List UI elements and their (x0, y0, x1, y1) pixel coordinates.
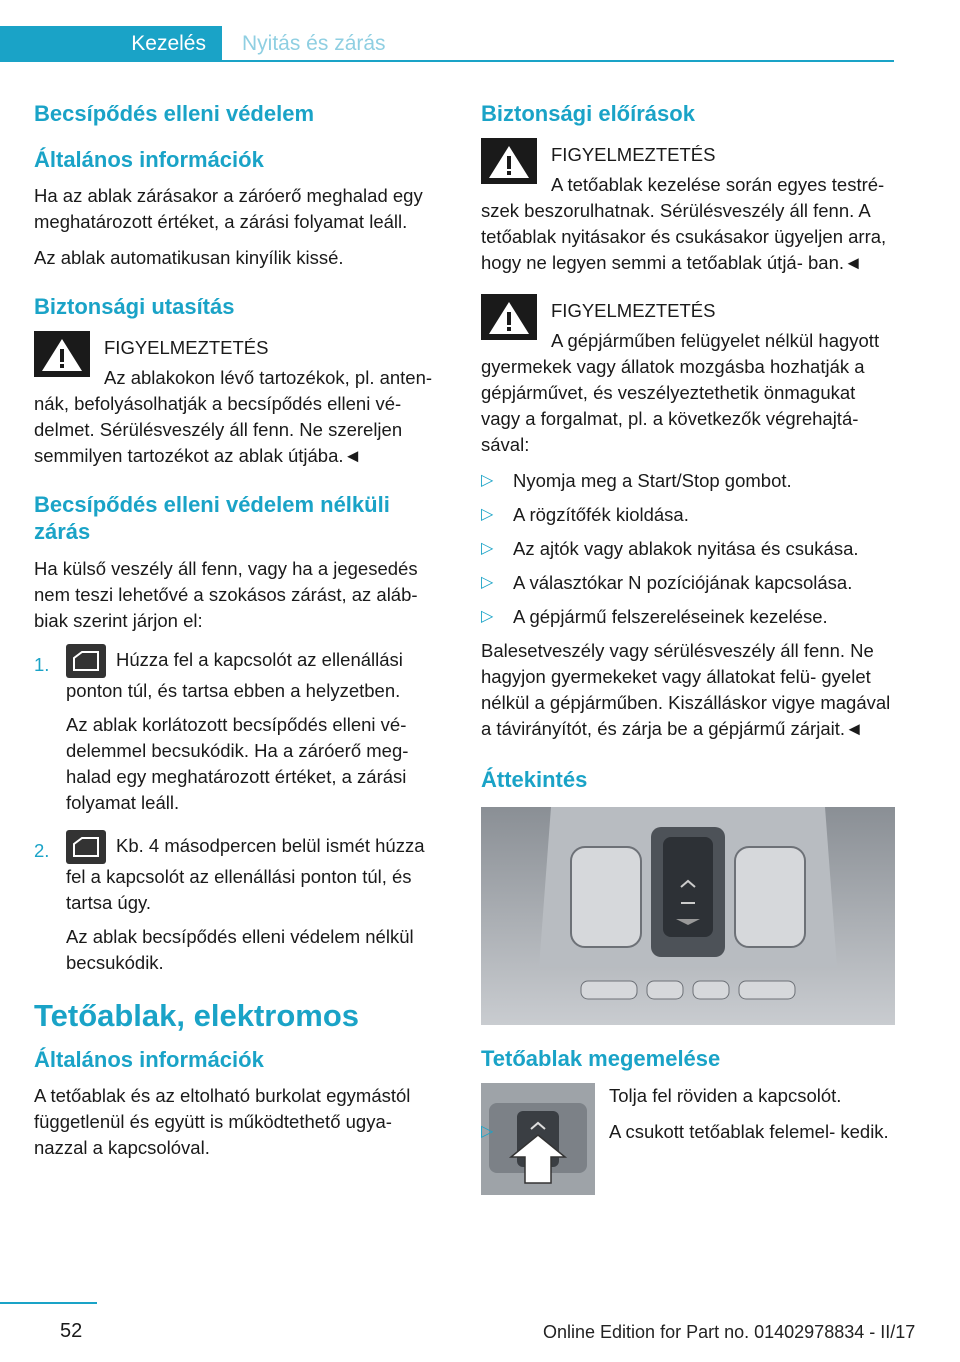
step-number: 2. (34, 839, 50, 861)
step-number: 1. (34, 653, 50, 675)
raise-block (481, 1083, 897, 1145)
triangle-bullet-icon: ▷ (481, 607, 494, 625)
right-column (481, 100, 897, 1195)
warning-block-2 (481, 294, 897, 458)
warning-block (34, 331, 446, 469)
raise-paragraph: Tolja fel röviden a kapcsolót. (609, 1084, 842, 1106)
triangle-bullet-icon: ▷ (481, 505, 494, 523)
warning-heading: FIGYELMEZTETÉS (551, 299, 716, 321)
list-item: ▷ A csukott tetőablak felemel- kedik. (481, 1119, 897, 1145)
overview-title: Áttekintés (481, 766, 588, 792)
window-switch-icon (66, 830, 106, 864)
list-item: ▷ A gépjármű felszereléseinek kezelése. (481, 604, 897, 630)
action-bullets (481, 468, 897, 630)
warning-block-1 (481, 138, 897, 276)
step-note: Az ablak becsípődés elleni védelem nélkül becsukódik. (66, 925, 414, 973)
sunroof-general-title: Általános információk (34, 1046, 264, 1072)
page-number: 52 (60, 1320, 83, 1342)
warning-conclusion: Balesetveszély vagy sérülésveszély áll fenn. Ne hagyjon gyermekeket vagy állatokat felü- gyelet nélkül a gépjárműben. Kiszálláskor vigye magával a távirányítót, és zárja be a gépjármű zárjait.◄ (481, 639, 891, 739)
sunroof-raise-title: Tetőablak megemelése (481, 1046, 721, 1071)
list-item: ▷ Nyomja meg a Start/Stop gombot. (481, 468, 897, 494)
no-pinch-closing-title: Becsípődés elleni védelem nélküli zárás (34, 491, 390, 544)
window-switch-icon (66, 644, 106, 678)
warning-triangle-icon (34, 331, 90, 377)
no-pinch-paragraph: Ha külső veszély áll fenn, vagy ha a jegesedés nem teszi lehetővé a szokásos zárást, az aláb- biak szerint járjon el: (34, 557, 418, 631)
header-divider (222, 60, 894, 62)
section-tab-operation: Kezelés (0, 26, 222, 62)
edition-text: Online Edition for Part no. 01402978834 - II/17 (543, 1322, 916, 1342)
triangle-bullet-icon: ▷ (481, 573, 494, 591)
safety-rules-title: Biztonsági előírások (481, 101, 695, 126)
safety-instruction-title: Biztonsági utasítás (34, 294, 235, 319)
triangle-bullet-icon: ▷ (481, 539, 494, 557)
warning-heading: FIGYELMEZTETÉS (551, 143, 716, 165)
list-item: ▷ A rögzítőfék kioldása. (481, 502, 897, 528)
warning-triangle-icon (481, 138, 537, 184)
general-info-title: Általános információk (34, 146, 264, 172)
triangle-bullet-icon: ▷ (481, 1122, 494, 1140)
steps-list (34, 644, 446, 976)
list-item: ▷ Az ajtók vagy ablakok nyitása és csukása. (481, 536, 897, 562)
step-item (34, 644, 446, 816)
header-bar (0, 0, 960, 62)
warning-text: Az ablakokon lévő tartozékok, pl. anten- nák, befolyásolhatják a becsípődés elleni vé- delmet. Sérülésveszély áll fenn. Ne szereljen semmilyen tartozékot az ablak útjába.◄ (34, 366, 433, 466)
general-paragraph-1: Ha az ablak zárásakor a záróerő meghalad egy meghatározott értéket, a zárási folyamat leáll. (34, 185, 423, 232)
pinch-protection-title: Becsípődés elleni védelem (34, 101, 315, 126)
warning-text: A tetőablak kezelése során egyes testré- szek beszorulhatnak. Sérülésveszély áll fenn. A tetőablak nyitásakor és csukásakor ügyeljen arra, hogy ne legyen semmi a tetőablak útjá- ban.◄ (481, 173, 887, 273)
roof-console-photo (481, 807, 895, 1025)
step-text: Kb. 4 másodpercen belül ismét húzza fel a kapcsolót az ellenállási ponton túl, és tartsa úgy. (66, 834, 425, 913)
section-tab-opening-closing: Nyitás és zárás (242, 32, 386, 55)
general-paragraph-2: Az ablak automatikusan kinyílik kissé. (34, 247, 344, 268)
warning-triangle-icon (481, 294, 537, 340)
left-column (34, 100, 446, 1171)
step-item (34, 830, 446, 976)
sunroof-general-paragraph: A tetőablak és az eltolható burkolat egymástól függetlenül és együtt is működtethető ugya- nazzal a kapcsolóval. (34, 1085, 411, 1158)
triangle-bullet-icon: ▷ (481, 471, 494, 489)
warning-heading: FIGYELMEZTETÉS (104, 336, 269, 358)
list-item: ▷ A választókar N pozíciójának kapcsolása. (481, 570, 897, 596)
step-text: Húzza fel a kapcsolót az ellenállási ponton túl, és tartsa ebben a helyzetben. (66, 648, 403, 701)
step-note: Az ablak korlátozott becsípődés elleni vé- delemmel becsukódik. Ha a záróerő meg- halad egy meghatározott értéket, a zárási folyamat leáll. (66, 713, 409, 813)
sunroof-title: Tetőablak, elektromos (34, 997, 360, 1033)
raise-bullets (481, 1119, 897, 1145)
footer-divider (0, 1302, 97, 1304)
warning-text: A gépjárműben felügyelet nélkül hagyott gyermekek vagy állatok mozgásba hozhatják a gépjárművet, és veszélyeztethetik önmagukat vagy a forgalmat, pl. a következők végrehajtá- sával: (481, 329, 880, 455)
